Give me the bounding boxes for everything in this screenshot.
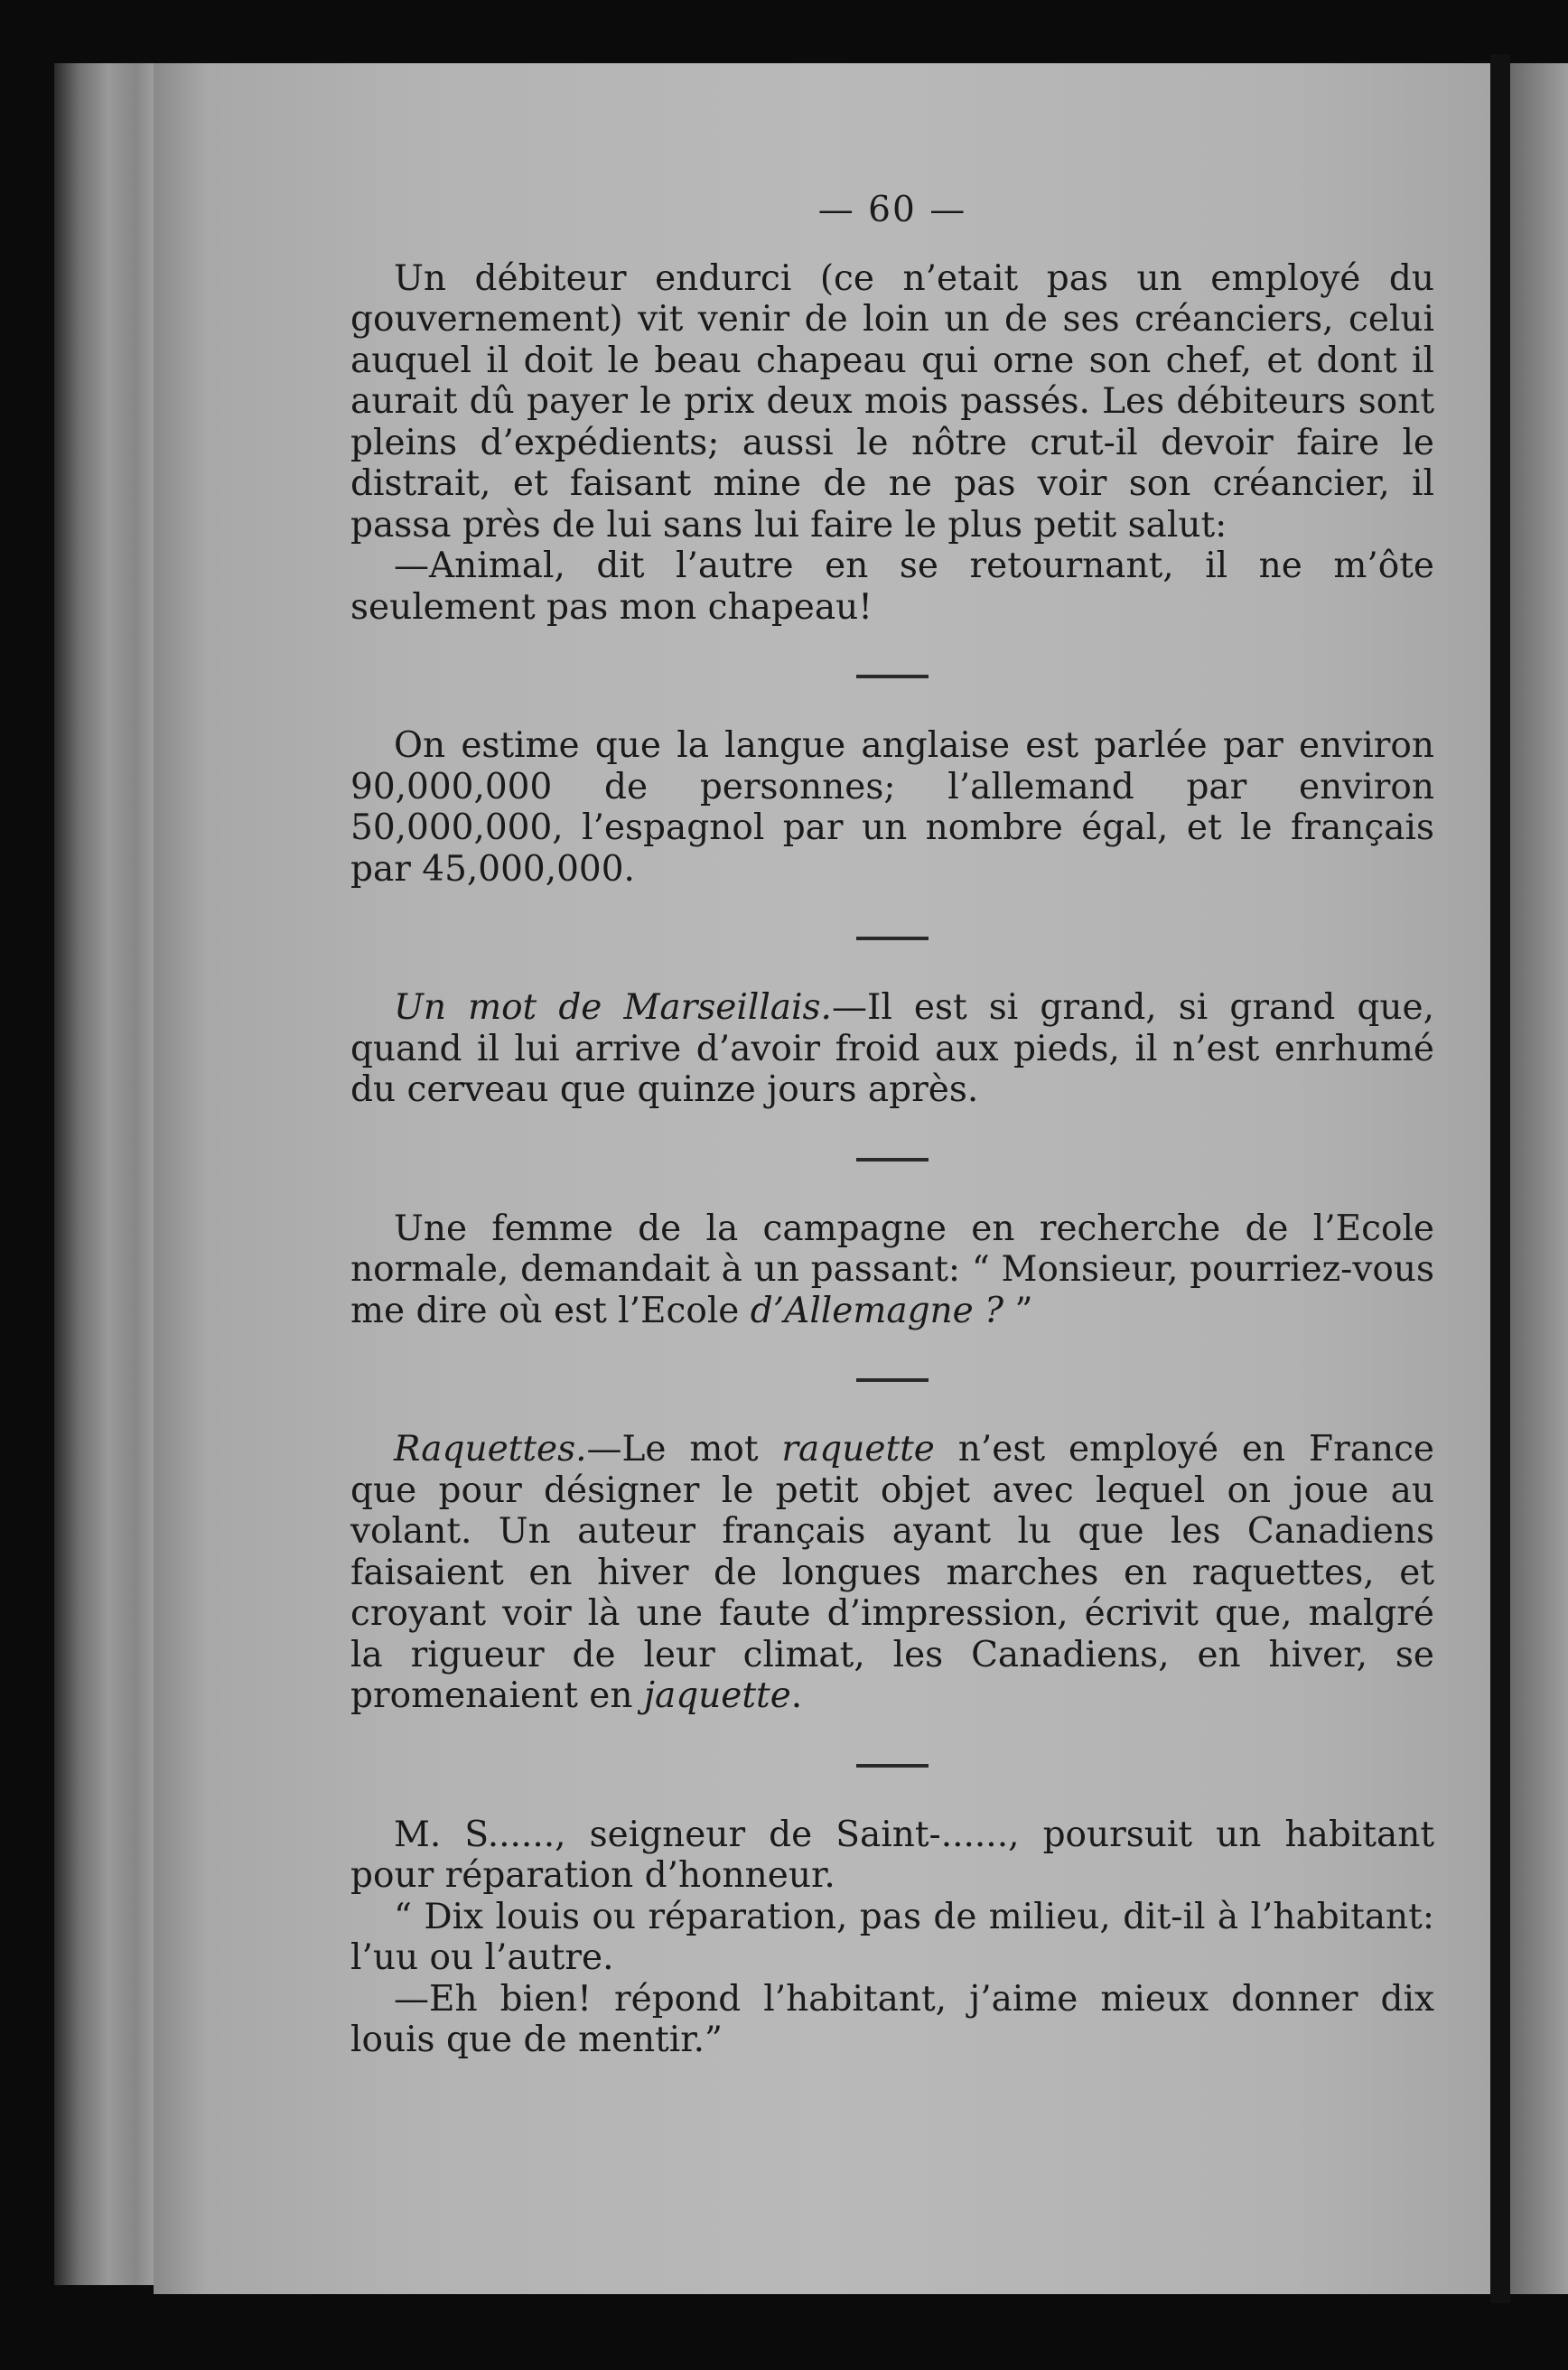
text-column [350,190,1434,2061]
anecdote-ecole-normale [350,1208,1434,1332]
section-divider [856,937,929,940]
anecdote-seigneur [350,1815,1434,2061]
anecdote-title: Raquettes. [394,1429,587,1470]
italic-word: raquette [781,1429,935,1470]
paragraph-text: n’est employé en France que pour désigner le petit objet avec lequel on joue au volant. Un auteur français ayant lu que les Canadiens faisaient en hiver de longues marches en raquettes, et croyant voir là une faute d’impression, écrivit que, malgré la rigueur de leur climat, les Canadiens, en hiver, se promenaient en [350,1429,1435,1716]
anecdote-debtor [350,258,1434,629]
anecdote-raquettes [350,1429,1434,1717]
paragraph [350,1208,1434,1332]
anecdote-languages [350,725,1434,890]
paragraph [350,987,1434,1111]
italic-phrase: d’Allemagne ? [750,1290,1004,1331]
paragraph: Un débiteur endurci (ce n’etait pas un employé du gouvernement) vit venir de loin un de ses créanciers, celui auquel il doit le beau chapeau qui orne son chef, et dont il aurait dû payer le prix deux mois passés. Les débiteurs sont pleins d’expédients; aussi le nôtre crut-il devoir faire le distrait, et faisant mine de ne pas voir son créancier, il passa près de lui sans lui faire le plus petit salut: [350,257,1434,546]
closing-quote: ” [1003,1290,1033,1331]
paragraph-text: Une femme de la campagne en recherche de l’Ecole normale, demandait à un passant: “ Monsieur, pourriez-vous me dire où est l’Ecole [350,1208,1434,1331]
paragraph-text: —Il est si grand, si grand que, quand il lui arrive d’avoir froid aux pieds, il n’est enrhumé du cerveau que quinze jours après. [350,987,1434,1110]
paragraph-end: . [790,1675,803,1716]
section-divider [856,1158,929,1162]
paragraph [350,1429,1434,1717]
paragraph: —Eh bien! répond l’habitant, j’aime mieux donner dix louis que de mentir.” [350,1978,1434,2060]
italic-word: jaquette [643,1675,791,1716]
paragraph: —Animal, dit l’autre en se retournant, il ne m’ôte seulement pas mon chapeau! [350,546,1434,628]
section-divider [856,1378,929,1382]
paragraph: On estime que la langue anglaise est parlée par environ 90,000,000 de personnes; l’allemand par environ 50,000,000, l’espagnol par un nombre égal, et le français par 45,000,000. [350,725,1434,890]
anecdote-marseillais [350,987,1434,1111]
paragraph: M. S......, seigneur de Saint-......, poursuit un habitant pour réparation d’honneur. [350,1814,1434,1896]
paragraph: “ Dix louis ou réparation, pas de milieu, dit-il à l’habitant: l’uu ou l’autre. [350,1896,1434,1978]
facing-page-edge [1510,63,1568,2294]
paragraph-text: —Le mot [586,1429,782,1470]
book-gutter [1490,54,1510,2303]
anecdote-title: Un mot de Marseillais. [394,987,832,1028]
page-number: — 60 — [817,190,967,230]
section-divider [856,675,929,678]
section-divider [856,1764,929,1768]
